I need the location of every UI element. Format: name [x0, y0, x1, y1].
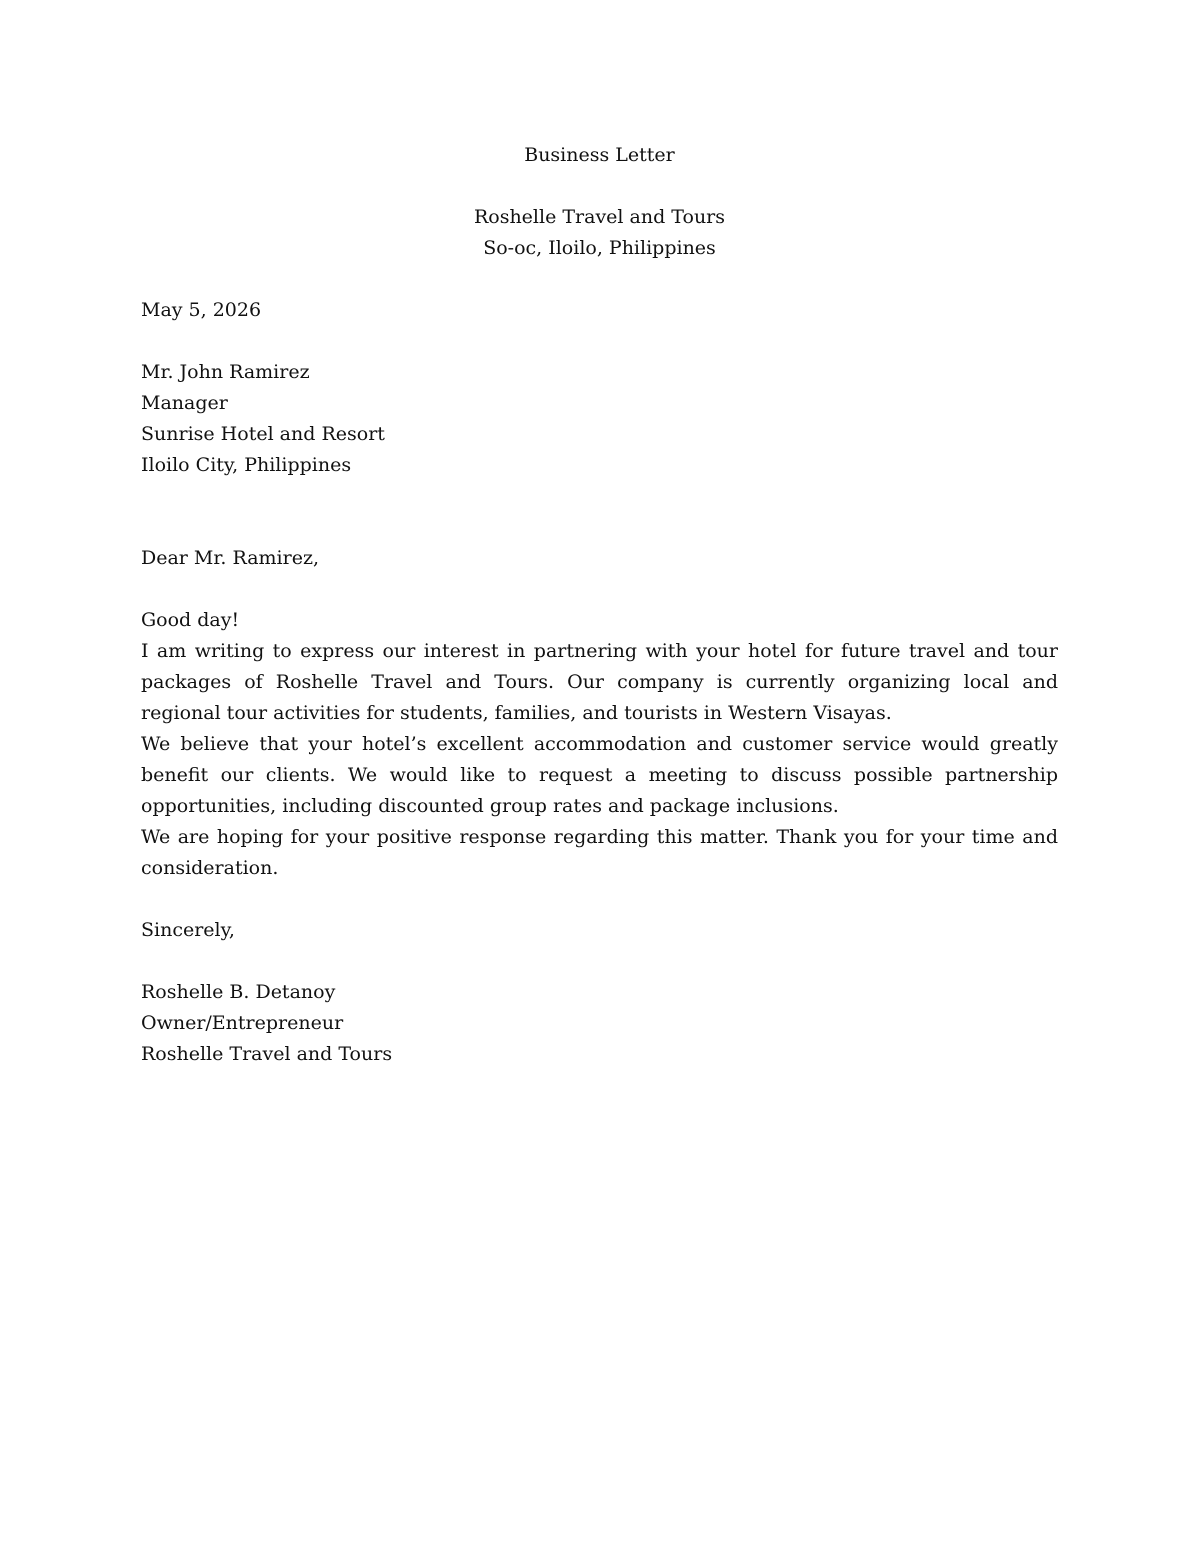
- letter-heading: [141, 140, 1058, 171]
- recipient-block: [141, 357, 1058, 481]
- salutation: Dear Mr. Ramirez,: [141, 547, 319, 569]
- document-title: Business Letter: [524, 144, 675, 166]
- sender-block: [141, 202, 1058, 264]
- date-block: [141, 295, 1058, 326]
- sender-address: So-oc, Iloilo, Philippines: [483, 237, 716, 259]
- recipient-position: Manager: [141, 392, 228, 414]
- recipient-name: Mr. John Ramirez: [141, 361, 310, 383]
- body-paragraph-2: We believe that your hotel’s excellent accommodation and customer service would greatly benefit our clients. We would like to request a meeting to discuss possible partnership opportunities, including discounted group rates and package inclusions.: [141, 733, 1058, 817]
- body-paragraph-1: I am writing to express our interest in partnering with your hotel for future travel and tour packages of Roshelle Travel and Tours. Our company is currently organizing local and regional tour activities for students, families, and tourists in Western Visayas.: [141, 640, 1058, 724]
- greeting-block: [141, 605, 1058, 636]
- signature-company: Roshelle Travel and Tours: [141, 1043, 393, 1065]
- letter-content: [141, 140, 1058, 1070]
- recipient-address: Iloilo City, Philippines: [141, 454, 352, 476]
- signature-name: Roshelle B. Detanoy: [141, 981, 336, 1003]
- signature-title: Owner/Entrepreneur: [141, 1012, 344, 1034]
- sender-company: Roshelle Travel and Tours: [473, 206, 726, 228]
- greeting: Good day!: [141, 609, 240, 631]
- salutation-block: [141, 543, 1058, 574]
- closing-block: [141, 915, 1058, 946]
- signature-block: [141, 977, 1058, 1070]
- letter-date: May 5, 2026: [141, 299, 262, 321]
- closing: Sincerely,: [141, 919, 235, 941]
- body-paragraph-3: We are hoping for your positive response regarding this matter. Thank you for your time and consideration.: [141, 826, 1058, 879]
- recipient-company: Sunrise Hotel and Resort: [141, 423, 385, 445]
